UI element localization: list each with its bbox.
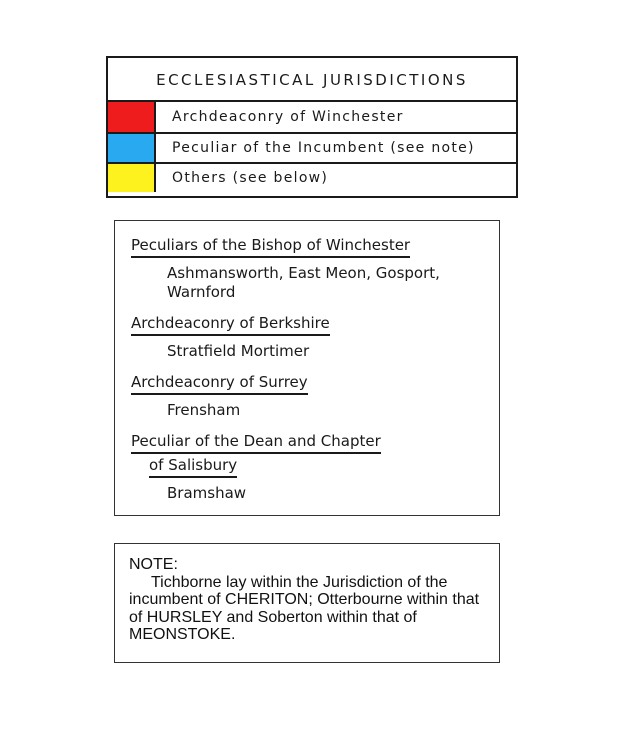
jurisdiction-heading: Archdeaconry of Surrey <box>131 372 308 395</box>
jurisdiction-group-bishop <box>131 235 499 302</box>
parish-list: Frensham <box>167 401 241 419</box>
parish-list: Bramshaw <box>167 484 247 502</box>
note-title: NOTE: <box>129 556 178 573</box>
jurisdictions-panel <box>114 220 500 516</box>
jurisdiction-group-surrey <box>131 372 499 420</box>
jurisdiction-legend <box>106 56 518 198</box>
jurisdiction-heading: Peculiars of the Bishop of Winchester <box>131 235 410 258</box>
jurisdiction-heading-continued: of Salisbury <box>149 455 237 478</box>
legend-swatch-yellow <box>108 164 156 192</box>
note-panel <box>114 543 500 663</box>
jurisdiction-group-berkshire <box>131 313 499 361</box>
legend-swatch-red <box>108 102 156 132</box>
note-text: Tichborne lay within the Jurisdiction of the incumbent of CHERITON; Otterbourne within that of HURSLEY and Soberton within that of MEONSTOKE. <box>129 573 480 643</box>
jurisdiction-group-salisbury <box>131 431 499 503</box>
legend-label: Archdeaconry of Winchester <box>172 109 404 125</box>
legend-row-incumbent <box>108 132 516 162</box>
parish-list: Ashmansworth, East Meon, Gosport, <box>167 264 440 282</box>
legend-title: ECCLESIASTICAL JURISDICTIONS <box>108 58 516 102</box>
legend-label: Others (see below) <box>172 170 329 186</box>
jurisdiction-heading: Peculiar of the Dean and Chapter <box>131 431 381 454</box>
parish-list: Warnford <box>167 283 236 301</box>
legend-label: Peculiar of the Incumbent (see note) <box>172 140 475 156</box>
jurisdiction-heading: Archdeaconry of Berkshire <box>131 313 330 336</box>
legend-row-others <box>108 162 516 192</box>
legend-swatch-blue <box>108 134 156 162</box>
parish-list: Stratfield Mortimer <box>167 342 310 360</box>
legend-row-winchester <box>108 102 516 132</box>
